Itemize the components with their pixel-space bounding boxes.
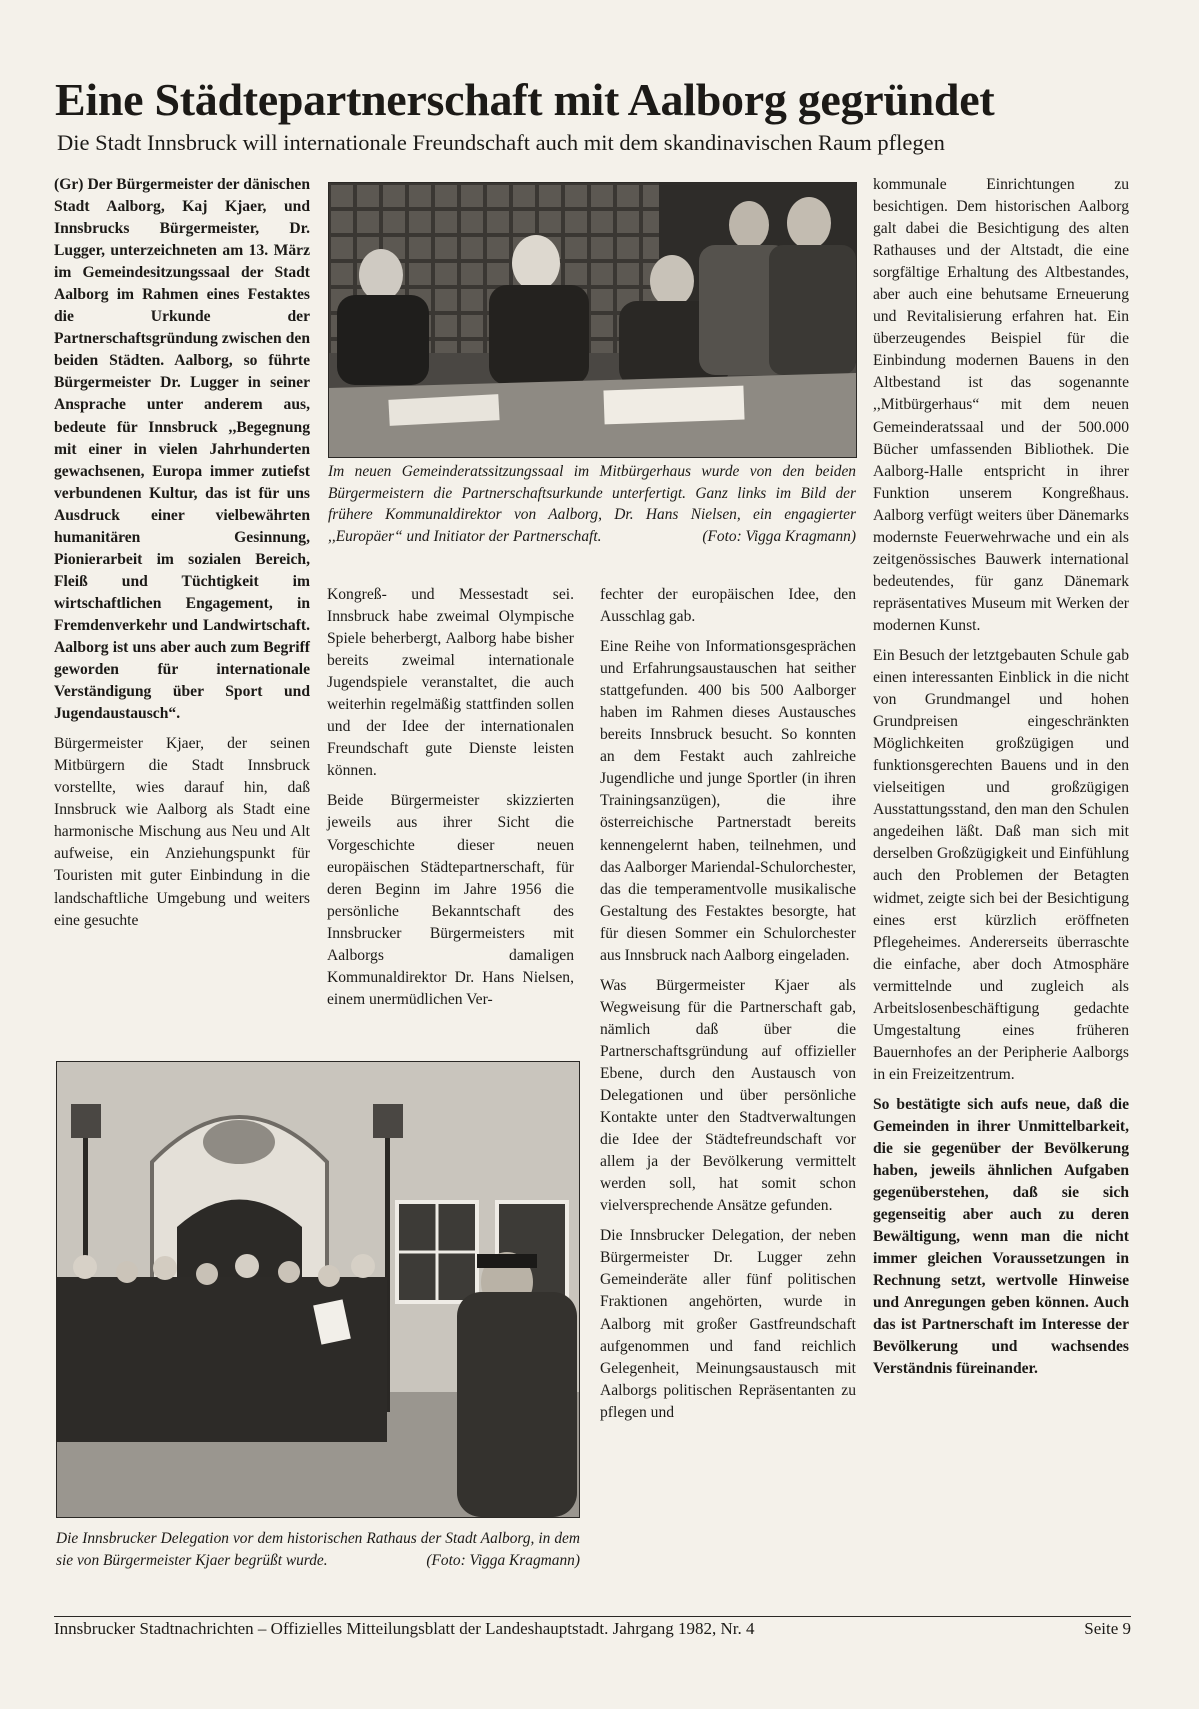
caption-text: Im neuen Gemeinderatssitzungssaal im Mitbürgerhaus wurde von den beiden Bürgermeistern die Partnerschaftsurkunde unterfertigt. Ganz links im Bild der frühere Kommunaldirektor von Aalborg, Dr. Hans Nielsen, ein engagierter ,,Europäer“ und Initiator der Partnerschaft. [328, 463, 856, 545]
delegation-townhall-photo [56, 1061, 580, 1518]
caption-text: Die Innsbrucker Delegation vor dem historischen Rathaus der Stadt Aalborg, in dem sie von Bürgermeister Kjaer begrüßt wurde. [56, 1530, 580, 1569]
paragraph: Ein Besuch der letztgebauten Schule gab einen interessanten Einblick in die nicht von Grundmangel und hohen Grundpreisen eingeschränkten Möglichkeiten großzügigen und funktionsgerechten Bauens und in den vielseitigen und großzügigen Ausstattungsstand, den man den Schulen angedeihen läßt. Daß man sich mit derselben Großzügigkeit und Einfühlung auch den Problemen der Betagten widmet, zeigte sich bei der Besichtigung eines erst kürzlich eröffneten Pflegeheimes. Andererseits überraschte die einfache, aber doch Atmosphäre vermittelnde und zugleich als Arbeitslosenbeschäftigung gedachte Umgestaltung eines früheren Bauernhofes an der Peripherie Aalborgs in ein Freizeitzentrum. [873, 646, 1129, 1083]
paragraph: Was Bürgermeister Kjaer als Wegweisung für die Partnerschaft gab, nämlich daß über die Partnerschaftsgründung auf offizieller Ebene, durch den Austausch von Delegationen und über persönliche Kontakte unter den Stadtverwaltungen die Idee der Städtefreundschaft vor allem ja der Bevölkerung vermittelt werden soll, hat somit schon vielversprechende Ansätze gefunden. [600, 976, 856, 1215]
subheadline: Die Stadt Innsbruck will internationale Freundschaft auch mit dem skandinavischen Raum pflegen [57, 130, 945, 155]
paragraph: kommunale Einrichtungen zu besichtigen. Dem historischen Aalborg galt dabei die Besichtigung des alten Rathauses und der Altstadt, die eine sorgfältige Erhaltung des Altbestandes, aber auch eine behutsame Erneuerung und Revitalisierung erfahren hat. Ein überzeugendes Beispiel für die Einbindung modernen Bauens in den Altbestand ist das sogenannte ,,Mitbürgerhaus“ mit dem neuen Gemeinderatssaal und der 500.000 Bücher umfassenden Bibliothek. Die Aalborg-Halle entspricht in ihrer Funktion unserem Kongreßhaus. Aalborg verfügt weiters über Dänemarks modernste Feuerwehrwache und ein als zeitgenössisches Bauwerk international bedeutendes, für ganz Dänemark repräsentatives Museum mit Werken der modernen Kunst. [873, 176, 1129, 634]
paragraph: Eine Reihe von Informationsgesprächen und Erfahrungsaustauschen hat seither stattgefunden. 400 bis 500 Aalborger haben im Rahmen dieses Austausches bereits Innsbruck besucht. So konnten an dem Festakt auch zahlreiche Jugendliche und junge Sportler (in ihren Trainingsanzügen), die ihre österreichische Partnerstadt bereits kennengelernt haben, teilnehmen, und das Aalborger Mariendal-Schulorchester, das die temperamentvolle musikalische Gestaltung des Festaktes besorgte, hat für diesen Sommer ein Schulorchester aus Innsbruck nach Aalborg eingeladen. [600, 638, 856, 964]
page-footer [54, 1617, 1131, 1641]
article-column-1 [54, 174, 310, 940]
publication-info: Innsbrucker Stadtnachrichten – Offizielles Mitteilungsblatt der Landeshauptstadt. Jahrgang 1982, Nr. 4 [54, 1619, 755, 1638]
photo-credit: (Foto: Vigga Kragmann) [702, 527, 856, 545]
paragraph: Bürgermeister Kjaer, der seinen Mitbürgern die Stadt Innsbruck vorstellte, wies darauf hin, daß Innsbruck wie Aalborg als Stadt eine harmonische Mischung aus Neu und Alt aufweise, ein Anziehungspunkt für Touristen mit guter Einbindung in die landschaftliche Umgebung und weiters eine gesuchte [54, 735, 310, 929]
signing-ceremony-photo [328, 182, 857, 458]
article-column-2 [327, 584, 574, 1019]
closing-paragraph: So bestätigte sich aufs neue, daß die Gemeinden in ihrer Unmittelbarkeit, die sie gegenüber der Bevölkerung haben, jeweils ähnlichen Aufgaben gegenüberstehen, daß sie sich gegenseitig aber auch zu deren Bewältigung, wenn man die nicht immer gleichen Voraussetzungen in Rechnung setzt, wertvolle Hinweise und Anregungen geben können. Auch das ist Partnerschaft im Interesse der Bevölkerung und wachsendes Verständnis füreinander. [873, 1095, 1129, 1378]
paragraph: Die Innsbrucker Delegation, der neben Bürgermeister Dr. Lugger zehn Gemeinderäte aller fünf politischen Fraktionen angehörten, wurde in Aalborg mit großer Gastfreundschaft aufgenommen und fand reichlich Gelegenheit, Meinungsaustausch mit Aalborgs politischen Repräsentanten zu pflegen und [600, 1227, 856, 1421]
article-column-3 [600, 584, 856, 1432]
page-number: Seite 9 [1084, 1619, 1131, 1638]
lead-paragraph: (Gr) Der Bürgermeister der dänischen Stadt Aalborg, Kaj Kjaer, und Innsbrucks Bürgermeister, Dr. Lugger, unterzeichneten am 13. März im Gemeindesitzungssaal der Stadt Aalborg im Rahmen eines Festaktes die Urkunde der Partnerschaftsgründung zwischen den beiden Städten. Aalborg, so führte Bürgermeister Dr. Lugger in seiner Ansprache unter anderem aus, bedeute für Innsbruck ,,Begegnung mit einer in vielen Jahrhunderten gewachsenen, Europa immer zutiefst verbundenen Kultur, das ist für uns Ausdruck einer vielbewährten humanitären Gesinnung, Pionierarbeit im sozialen Bereich, Fleiß und Tüchtigkeit im wirtschaftlichen Engagement, in Fremdenverkehr und Landwirtschaft. Aalborg ist uns aber auch zum Begriff geworden für internationale Verständigung über Sport und Jugendaustausch“. [54, 176, 310, 723]
photo-caption [328, 461, 856, 547]
photo-caption [56, 1528, 580, 1571]
photo-credit: (Foto: Vigga Kragmann) [426, 1551, 580, 1569]
paragraph: Kongreß- und Messestadt sei. Innsbruck habe zweimal Olympische Spiele beherbergt, Aalborg habe bisher bereits zweimal internationale Jugendspiele veranstaltet, die auch weiterhin regelmäßig stattfinden sollen und der Idee der internationalen Freundschaft gute Dienste leisten können. [327, 586, 574, 780]
paragraph: fechter der europäischen Idee, den Ausschlag gab. [600, 586, 856, 626]
paragraph: Beide Bürgermeister skizzierten jeweils aus ihrer Sicht die Vorgeschichte dieser neuen europäischen Städtepartnerschaft, für deren Beginn im Jahre 1956 die persönliche Bekanntschaft des Innsbrucker Bürgermeisters mit Aalborgs damaligen Kommunaldirektor Dr. Hans Nielsen, einem unermüdlichen Ver- [327, 792, 574, 1008]
headline: Eine Städtepartnerschaft mit Aalborg gegründet [55, 74, 995, 125]
article-column-4 [873, 174, 1129, 1389]
